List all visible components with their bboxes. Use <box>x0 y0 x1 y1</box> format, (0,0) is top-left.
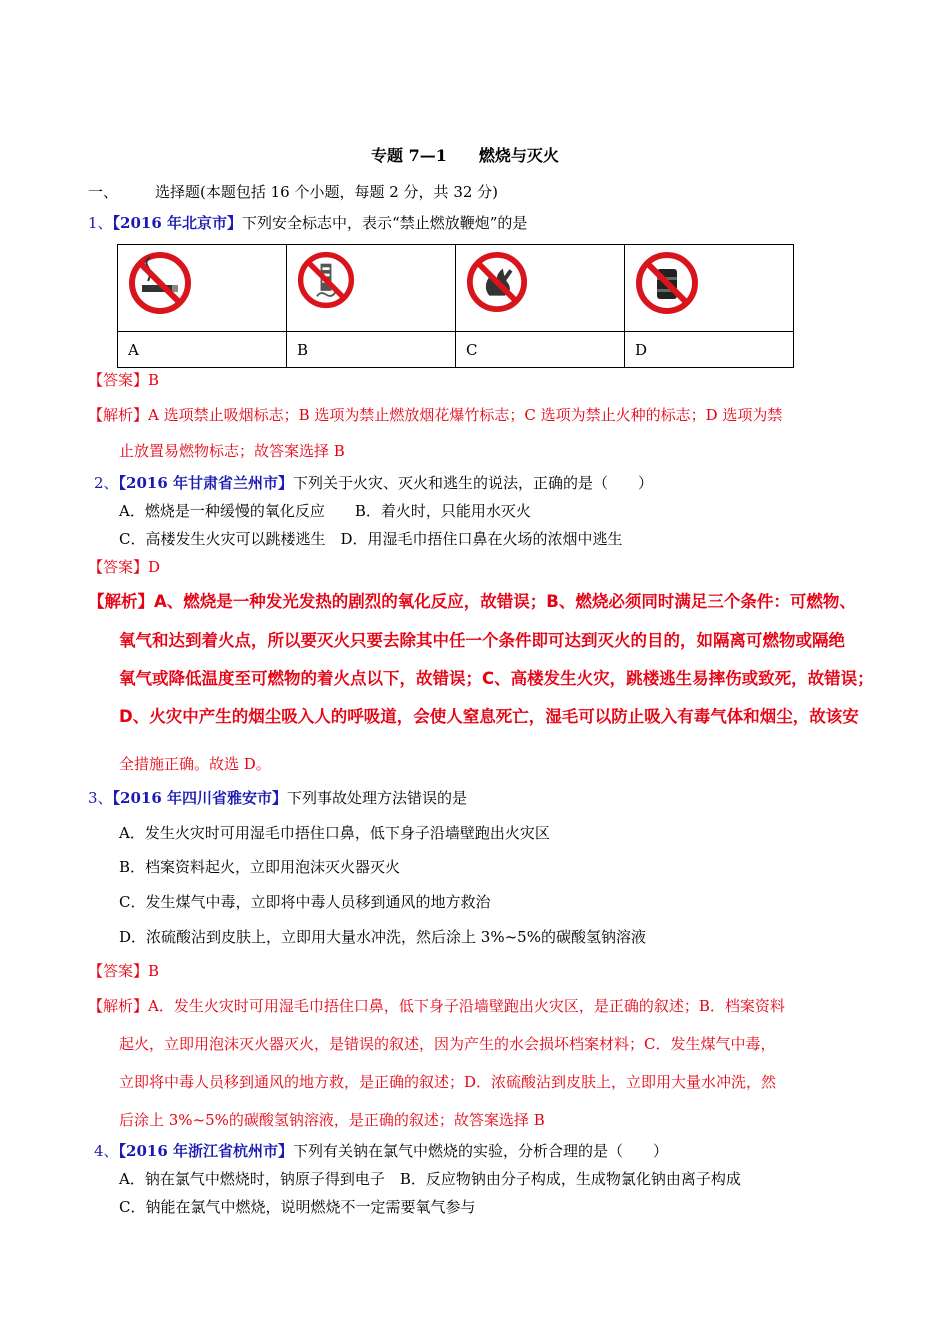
option-line: A．发生火灾时可用湿毛巾捂住口鼻，低下身子沿墙壁跑出火灾区 <box>119 824 550 842</box>
question-text: 下列有关钠在氯气中燃烧的实验，分析合理的是（ ） <box>293 1142 669 1160</box>
analysis-3-line-4: 后涂上 3%~5%的碳酸氢钠溶液，是正确的叙述；故答案选择 B <box>119 1111 545 1129</box>
no-fireworks-icon <box>297 251 355 309</box>
question-source: 【2016 年甘肃省兰州市】 <box>118 474 294 492</box>
no-open-flame-icon <box>466 251 528 313</box>
question-number: 1、 <box>88 214 113 232</box>
analysis-2-line-5: 全措施正确。故选 D。 <box>119 755 271 773</box>
sign-label-b: B <box>287 332 456 368</box>
answer-1: 【答案】B <box>88 371 160 389</box>
analysis-3-line-1: 【解析】A．发生火灾时可用湿毛巾捂住口鼻，低下身子沿墙壁跑出火灾区，是正确的叙述；B．档案资料 <box>88 997 785 1015</box>
no-flammable-storage-icon <box>635 251 699 315</box>
no-smoking-icon <box>128 251 192 315</box>
sign-cell-a <box>118 245 287 332</box>
answer-3: 【答案】B <box>88 962 160 980</box>
question-2 <box>94 473 653 493</box>
sign-cell-c <box>456 245 625 332</box>
section-number: 一、 <box>88 183 119 201</box>
sign-cell-b <box>287 245 456 332</box>
analysis-1-line-2: 止放置易燃物标志；故答案选择 B <box>119 442 345 460</box>
question-text: 下列安全标志中，表示“禁止燃放鞭炮”的是 <box>242 214 528 232</box>
option-line: B．档案资料起火，立即用泡沫灭火器灭火 <box>119 858 401 876</box>
option-line: C．钠能在氯气中燃烧，说明燃烧不一定需要氧气参与 <box>119 1198 476 1216</box>
question-3 <box>88 788 467 808</box>
sign-label-c: C <box>456 332 625 368</box>
safety-sign-table <box>117 244 794 368</box>
sign-label-d: D <box>625 332 794 368</box>
analysis-2-line-3: 氧气或降低温度至可燃物的着火点以下，故错误；C、高楼发生火灾，跳楼逃生易摔伤或致死，故错误； <box>119 669 874 688</box>
analysis-1-line-1: 【解析】A 选项禁止吸烟标志；B 选项为禁止燃放烟花爆竹标志；C 选项为禁止火种的标志；D 选项为禁 <box>88 406 783 424</box>
analysis-3-line-3: 立即将中毒人员移到通风的地方救，是正确的叙述；D．浓硫酸沾到皮肤上，立即用大量水冲洗，然 <box>119 1073 777 1091</box>
analysis-2-line-2: 氧气和达到着火点，所以要灭火只要去除其中任一个条件即可达到灭火的目的，如隔离可燃物或隔绝 <box>119 631 845 650</box>
option-line: D．浓硫酸沾到皮肤上，立即用大量水冲洗，然后涂上 3%~5%的碳酸氢钠溶液 <box>119 928 646 946</box>
answer-2: 【答案】D <box>88 558 161 576</box>
question-number: 2、 <box>94 474 119 492</box>
option-line: A．钠在氯气中燃烧时，钠原子得到电子 B．反应物钠由分子构成，生成物氯化钠由离子构成 <box>119 1170 741 1188</box>
sign-cell-d <box>625 245 794 332</box>
question-source: 【2016 年四川省雅安市】 <box>112 789 288 807</box>
question-source: 【2016 年浙江省杭州市】 <box>118 1142 294 1160</box>
option-line: C．发生煤气中毒，立即将中毒人员移到通风的地方救治 <box>119 893 491 911</box>
page-title: 专题 7—1 燃烧与灭火 <box>371 146 559 165</box>
question-text: 下列事故处理方法错误的是 <box>287 789 468 807</box>
question-4 <box>94 1141 668 1161</box>
question-number: 3、 <box>88 789 113 807</box>
question-source: 【2016 年北京市】 <box>112 214 243 232</box>
sign-label-a: A <box>118 332 287 368</box>
question-text: 下列关于火灾、灭火和逃生的说法，正确的是（ ） <box>293 474 654 492</box>
option-line: A．燃烧是一种缓慢的氧化反应 B．着火时，只能用水灭火 <box>119 502 531 520</box>
analysis-2-line-1: 【解析】A、燃烧是一种发光发热的剧烈的氧化反应，故错误；B、燃烧必须同时满足三个条件：可燃物、 <box>88 592 856 611</box>
question-number: 4、 <box>94 1142 119 1160</box>
analysis-3-line-2: 起火，立即用泡沫灭火器灭火，是错误的叙述，因为产生的水会损坏档案材料；C．发生煤气中毒， <box>119 1035 776 1053</box>
question-1 <box>88 213 527 233</box>
option-line: C．高楼发生火灾可以跳楼逃生 D．用湿毛巾捂住口鼻在火场的浓烟中逃生 <box>119 530 623 548</box>
analysis-2-line-4: D、火灾中产生的烟尘吸入人的呼吸道，会使人窒息死亡，湿毛可以防止吸入有毒气体和烟尘，故该安 <box>119 707 859 726</box>
section-heading: 选择题(本题包括 16 个小题，每题 2 分，共 32 分) <box>155 183 499 201</box>
